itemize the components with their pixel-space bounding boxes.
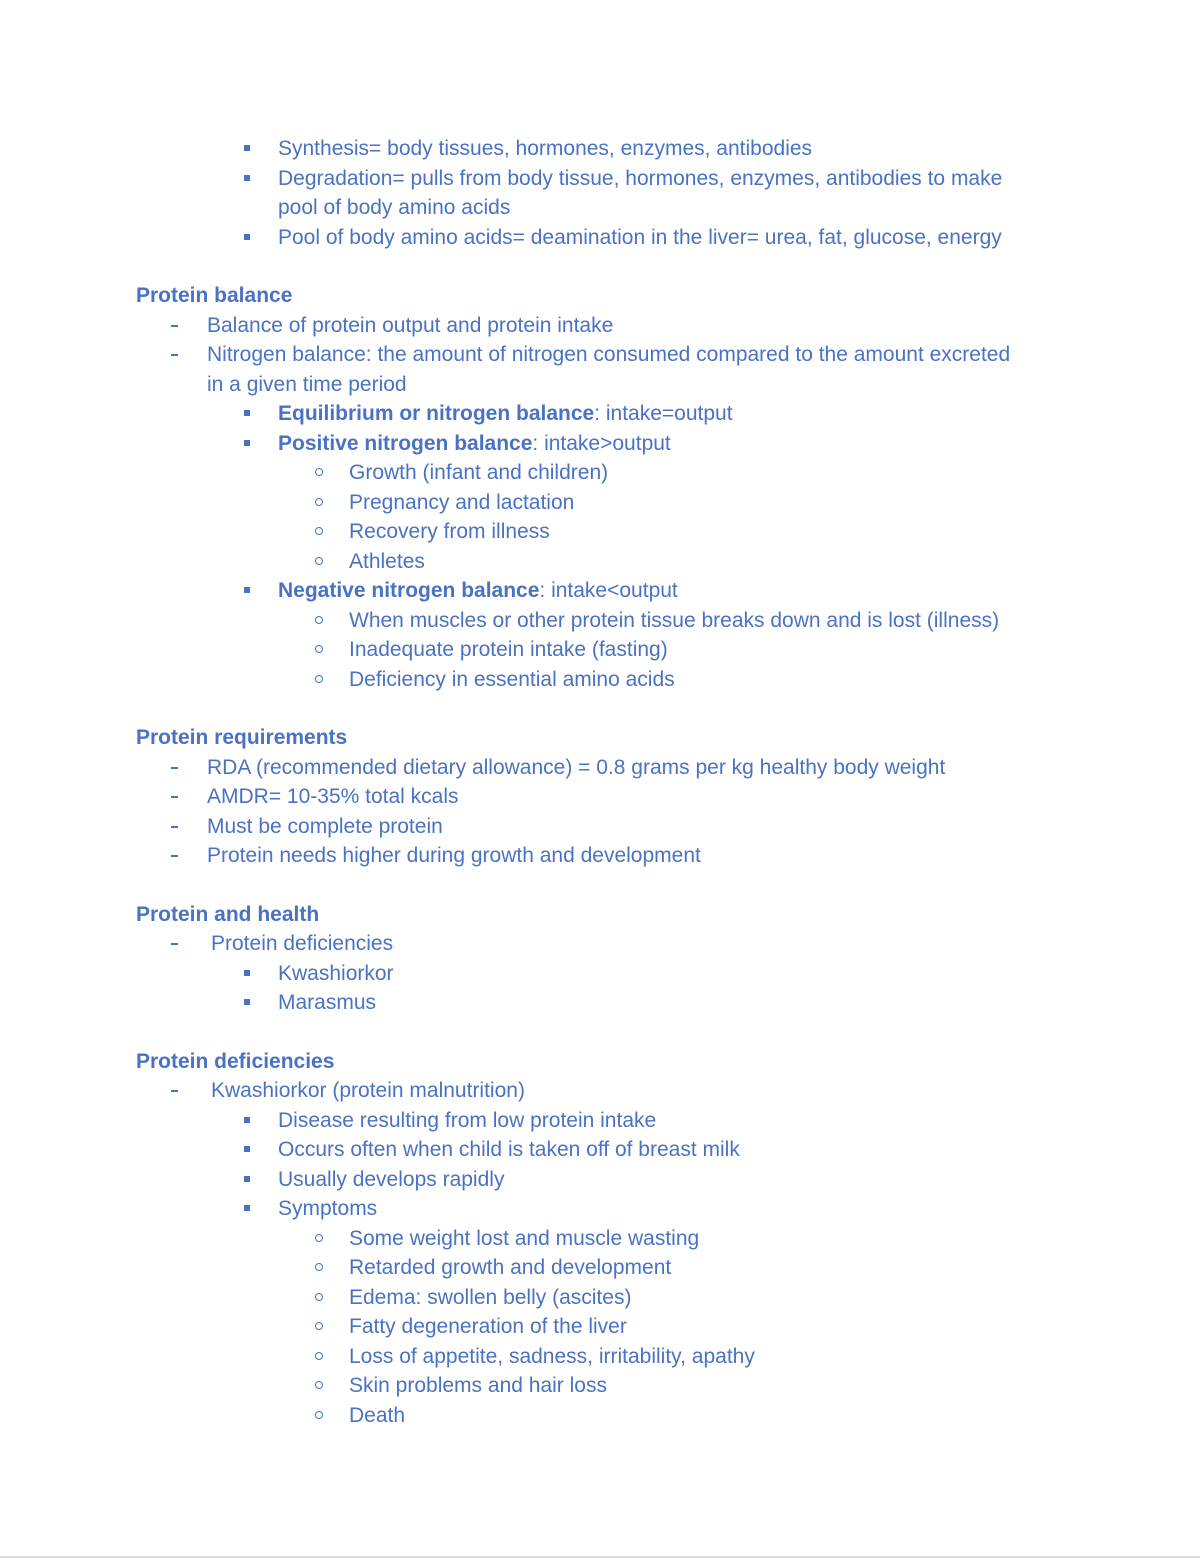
square-bullet-icon: [244, 234, 250, 240]
term-bold: Negative nitrogen balance: [278, 579, 540, 602]
spacer: [0, 694, 1200, 723]
list-item: [0, 1253, 1200, 1283]
list-item-text: Marasmus: [278, 991, 377, 1014]
square-bullet-icon: [244, 970, 250, 976]
circle-bullet-icon: [315, 1263, 323, 1271]
list-item-text: pool of body amino acids: [278, 196, 511, 219]
term-definition: : intake>output: [532, 431, 671, 455]
term-bold: Positive nitrogen balance: [278, 431, 533, 455]
list-item-text: Loss of appetite, sadness, irritability, apathy: [349, 1344, 755, 1368]
list-item: [0, 429, 1200, 459]
list-item-text: Occurs often when child is taken off of breast milk: [278, 1138, 740, 1161]
circle-bullet-icon: [315, 1234, 323, 1242]
spacer: [0, 252, 1200, 281]
list-item-text: Synthesis= body tissues, hormones, enzymes, antibodies: [278, 137, 813, 160]
term-definition: : intake<output: [539, 579, 678, 602]
list-item: [0, 812, 1200, 842]
list-item: [0, 1401, 1200, 1431]
list-item-text: Recovery from illness: [349, 520, 550, 543]
dash-bullet-icon: [171, 826, 178, 828]
list-item-text: Must be complete protein: [207, 814, 443, 838]
list-item-text: Pregnancy and lactation: [349, 490, 575, 514]
list-item: [0, 576, 1200, 606]
list-item-text: Pool of body amino acids= deamination in the liver= urea, fat, glucose, energy: [278, 225, 1002, 249]
list-item-text: When muscles or other protein tissue breaks down and is lost (illness): [349, 608, 1000, 632]
list-item: [0, 988, 1200, 1018]
dash-bullet-icon: [171, 796, 178, 798]
dash-bullet-icon: [171, 767, 178, 769]
list-item-text: Deficiency in essential amino acids: [349, 667, 675, 691]
square-bullet-icon: [244, 1117, 250, 1123]
list-item: [0, 665, 1200, 695]
circle-bullet-icon: [315, 1293, 323, 1301]
list-item-text: Symptoms: [278, 1197, 378, 1220]
list-item: [0, 1283, 1200, 1313]
list-item: [0, 488, 1200, 518]
term-definition: : intake=output: [594, 402, 733, 425]
list-item: [0, 399, 1200, 429]
dash-bullet-icon: [171, 943, 178, 945]
spacer: [0, 871, 1200, 900]
list-item-text: Fatty degeneration of the liver: [349, 1315, 627, 1338]
circle-bullet-icon: [315, 1352, 323, 1360]
list-item-text: Degradation= pulls from body tissue, hormones, enzymes, antibodies to make: [278, 166, 1003, 190]
list-item: [0, 311, 1200, 341]
list-item-continuation: [0, 193, 1200, 223]
list-item: [0, 782, 1200, 812]
list-item-text: Skin problems and hair loss: [349, 1374, 607, 1397]
circle-bullet-icon: [315, 645, 323, 653]
list-item: [0, 1106, 1200, 1136]
list-item-text: Nitrogen balance: the amount of nitrogen consumed compared to the amount excreted: [207, 343, 1011, 366]
list-item: [0, 841, 1200, 871]
section-heading: Protein requirements: [136, 726, 348, 749]
list-item-text: Protein deficiencies: [211, 932, 394, 955]
list-item: [0, 1371, 1200, 1401]
section-heading: Protein deficiencies: [136, 1049, 335, 1073]
section-heading: Protein and health: [136, 902, 320, 926]
list-item-text: Usually develops rapidly: [278, 1167, 505, 1191]
list-item-text: Death: [349, 1403, 406, 1427]
page-bottom-edge: [0, 1556, 1200, 1558]
list-item-text: Growth (infant and children): [349, 461, 609, 484]
list-item-text: Balance of protein output and protein intake: [207, 313, 614, 337]
list-item: [0, 606, 1200, 636]
list-item-text: RDA (recommended dietary allowance) = 0.8 grams per kg healthy body weight: [207, 755, 946, 779]
list-item-text: Kwashiorkor: [278, 961, 394, 985]
list-item-text: Some weight lost and muscle wasting: [349, 1226, 700, 1250]
square-bullet-icon: [244, 587, 250, 593]
term-bold: Equilibrium or nitrogen balance: [278, 402, 595, 425]
list-item: [0, 517, 1200, 547]
list-item-text: Protein needs higher during growth and development: [207, 844, 701, 867]
square-bullet-icon: [244, 410, 250, 416]
dash-bullet-icon: [171, 354, 178, 356]
list-item: [0, 1224, 1200, 1254]
square-bullet-icon: [244, 440, 250, 446]
circle-bullet-icon: [315, 557, 323, 565]
list-item-text: AMDR= 10-35% total kcals: [207, 785, 459, 808]
circle-bullet-icon: [315, 1381, 323, 1389]
circle-bullet-icon: [315, 675, 323, 683]
square-bullet-icon: [244, 999, 250, 1005]
circle-bullet-icon: [315, 616, 323, 624]
list-item: [0, 1194, 1200, 1224]
list-item: [0, 753, 1200, 783]
dash-bullet-icon: [171, 325, 178, 327]
circle-bullet-icon: [315, 468, 323, 476]
list-item-text: Inadequate protein intake (fasting): [349, 638, 668, 661]
list-item: [0, 1135, 1200, 1165]
circle-bullet-icon: [315, 1322, 323, 1330]
list-item: [0, 223, 1200, 253]
section-heading: Protein balance: [136, 284, 293, 307]
square-bullet-icon: [244, 175, 250, 181]
list-item: [0, 1312, 1200, 1342]
list-item: [0, 164, 1200, 194]
list-item: [0, 134, 1200, 164]
list-item-text: in a given time period: [207, 372, 407, 396]
list-item-text: Disease resulting from low protein intake: [278, 1108, 657, 1132]
list-item-text: Edema: swollen belly (ascites): [349, 1285, 632, 1309]
spacer: [0, 1018, 1200, 1047]
list-item: [0, 929, 1200, 959]
square-bullet-icon: [244, 1146, 250, 1152]
list-item-text: Kwashiorkor (protein malnutrition): [211, 1079, 525, 1102]
square-bullet-icon: [244, 1176, 250, 1182]
list-item: [0, 1342, 1200, 1372]
list-item: [0, 547, 1200, 577]
list-item: [0, 340, 1200, 370]
circle-bullet-icon: [315, 498, 323, 506]
list-item: [0, 1076, 1200, 1106]
list-item-text: Athletes: [349, 549, 425, 573]
document-content: [0, 134, 1200, 1430]
list-item: [0, 635, 1200, 665]
list-item: [0, 1165, 1200, 1195]
list-item: [0, 458, 1200, 488]
square-bullet-icon: [244, 1205, 250, 1211]
dash-bullet-icon: [171, 855, 178, 857]
list-item-text: Retarded growth and development: [349, 1256, 672, 1279]
list-item-continuation: [0, 370, 1200, 400]
circle-bullet-icon: [315, 527, 323, 535]
list-item: [0, 959, 1200, 989]
dash-bullet-icon: [171, 1090, 178, 1092]
square-bullet-icon: [244, 145, 250, 151]
circle-bullet-icon: [315, 1411, 323, 1419]
